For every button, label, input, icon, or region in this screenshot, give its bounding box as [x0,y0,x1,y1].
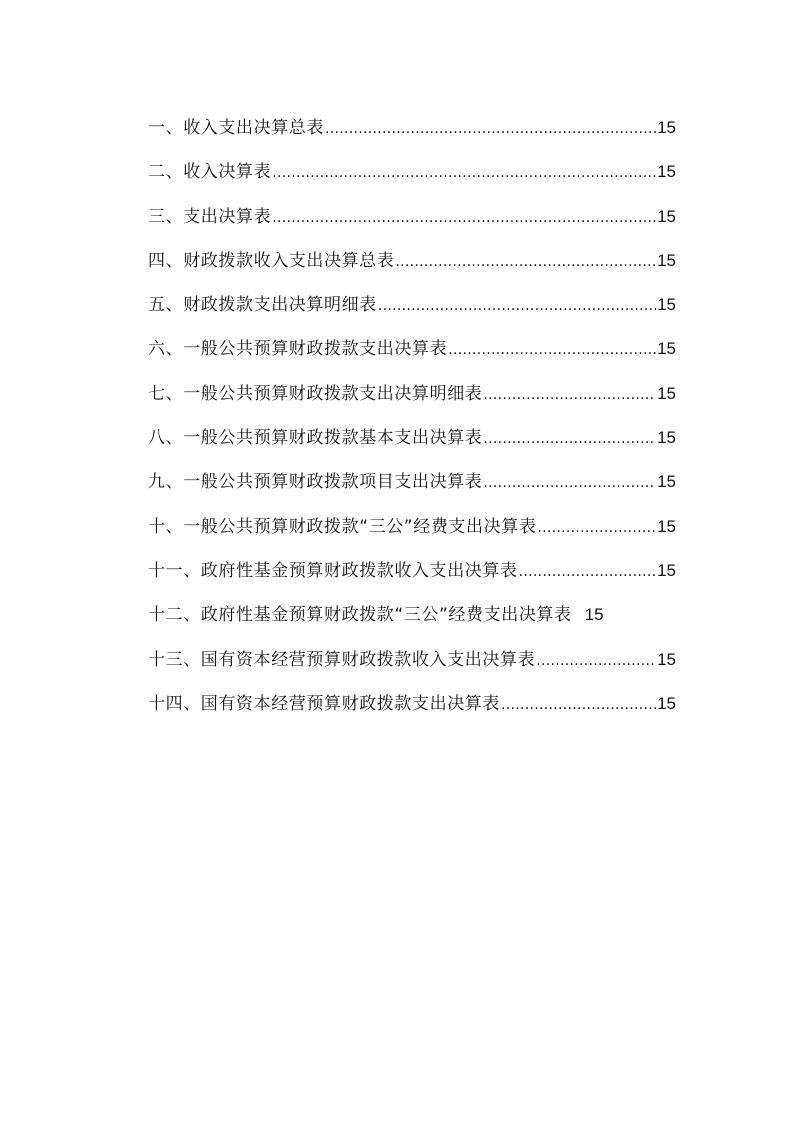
toc-dot-leader [501,689,656,721]
toc-page-number: 15 [657,250,676,270]
toc-dot-leader [325,113,656,145]
toc-entry-title: 十三、国有资本经营预算财政拨款收入支出决算表 [148,649,536,670]
toc-entry-title: 三、支出决算表 [148,206,272,227]
toc-entry-5[interactable] [148,289,676,333]
toc-page-number: 15 [584,605,604,625]
toc-entry-3[interactable] [148,201,676,245]
toc-dot-leader [483,423,656,455]
toc-dot-leader [378,290,656,322]
toc-page-number: 15 [657,649,676,669]
toc-page-number: 15 [657,516,676,536]
toc-page-number: 15 [657,693,676,713]
toc-page-number: 15 [657,472,676,492]
toc-entry-title: 十、一般公共预算财政拨款“三公”经费支出决算表 [148,516,537,537]
toc-dot-leader [537,512,656,544]
toc-page-number: 15 [657,339,676,359]
toc-entry-1[interactable] [148,112,676,156]
toc-entry-10[interactable] [148,511,676,555]
table-of-contents [148,112,676,732]
toc-entry-2[interactable] [148,156,676,200]
toc-entry-7[interactable] [148,378,676,422]
toc-page-number: 15 [657,295,676,315]
toc-entry-8[interactable] [148,422,676,466]
toc-entry-title: 十二、政府性基金预算财政拨款“三公”经费支出决算表 [148,605,572,626]
toc-dot-leader [272,202,656,234]
toc-entry-title: 二、收入决算表 [148,162,272,183]
toc-dot-leader [483,379,656,411]
toc-entry-11[interactable] [148,555,676,599]
toc-entry-9[interactable] [148,466,676,510]
toc-entry-title: 七、一般公共预算财政拨款支出决算明细表 [148,383,483,404]
toc-dot-leader [448,334,656,366]
toc-entry-title: 五、财政拨款支出决算明细表 [148,295,377,316]
toc-page-number: 15 [657,162,676,182]
toc-dot-leader [536,645,656,677]
toc-dot-leader [483,467,656,499]
toc-entry-title: 八、一般公共预算财政拨款基本支出决算表 [148,428,483,449]
toc-page-number: 15 [657,118,676,137]
toc-page-number: 15 [657,383,676,403]
toc-entry-title: 十一、政府性基金预算财政拨款收入支出决算表 [148,560,518,581]
toc-page-number: 15 [657,206,676,226]
toc-dot-leader [272,157,656,189]
toc-entry-title: 一、收入支出决算总表 [148,118,324,138]
toc-page-number: 15 [657,428,676,448]
toc-entry-4[interactable] [148,245,676,289]
toc-entry-title: 六、一般公共预算财政拨款支出决算表 [148,339,448,360]
toc-entry-6[interactable] [148,333,676,377]
toc-entry-title: 九、一般公共预算财政拨款项目支出决算表 [148,472,483,493]
toc-page-number: 15 [657,560,676,580]
toc-entry-13[interactable] [148,644,676,688]
toc-entry-12[interactable] [148,599,676,643]
toc-entry-14[interactable] [148,688,676,732]
toc-entry-title: 十四、国有资本经营预算财政拨款支出决算表 [148,693,500,714]
toc-dot-leader [519,556,656,588]
toc-entry-title: 四、财政拨款收入支出决算总表 [148,250,395,271]
toc-dot-leader [395,246,656,278]
